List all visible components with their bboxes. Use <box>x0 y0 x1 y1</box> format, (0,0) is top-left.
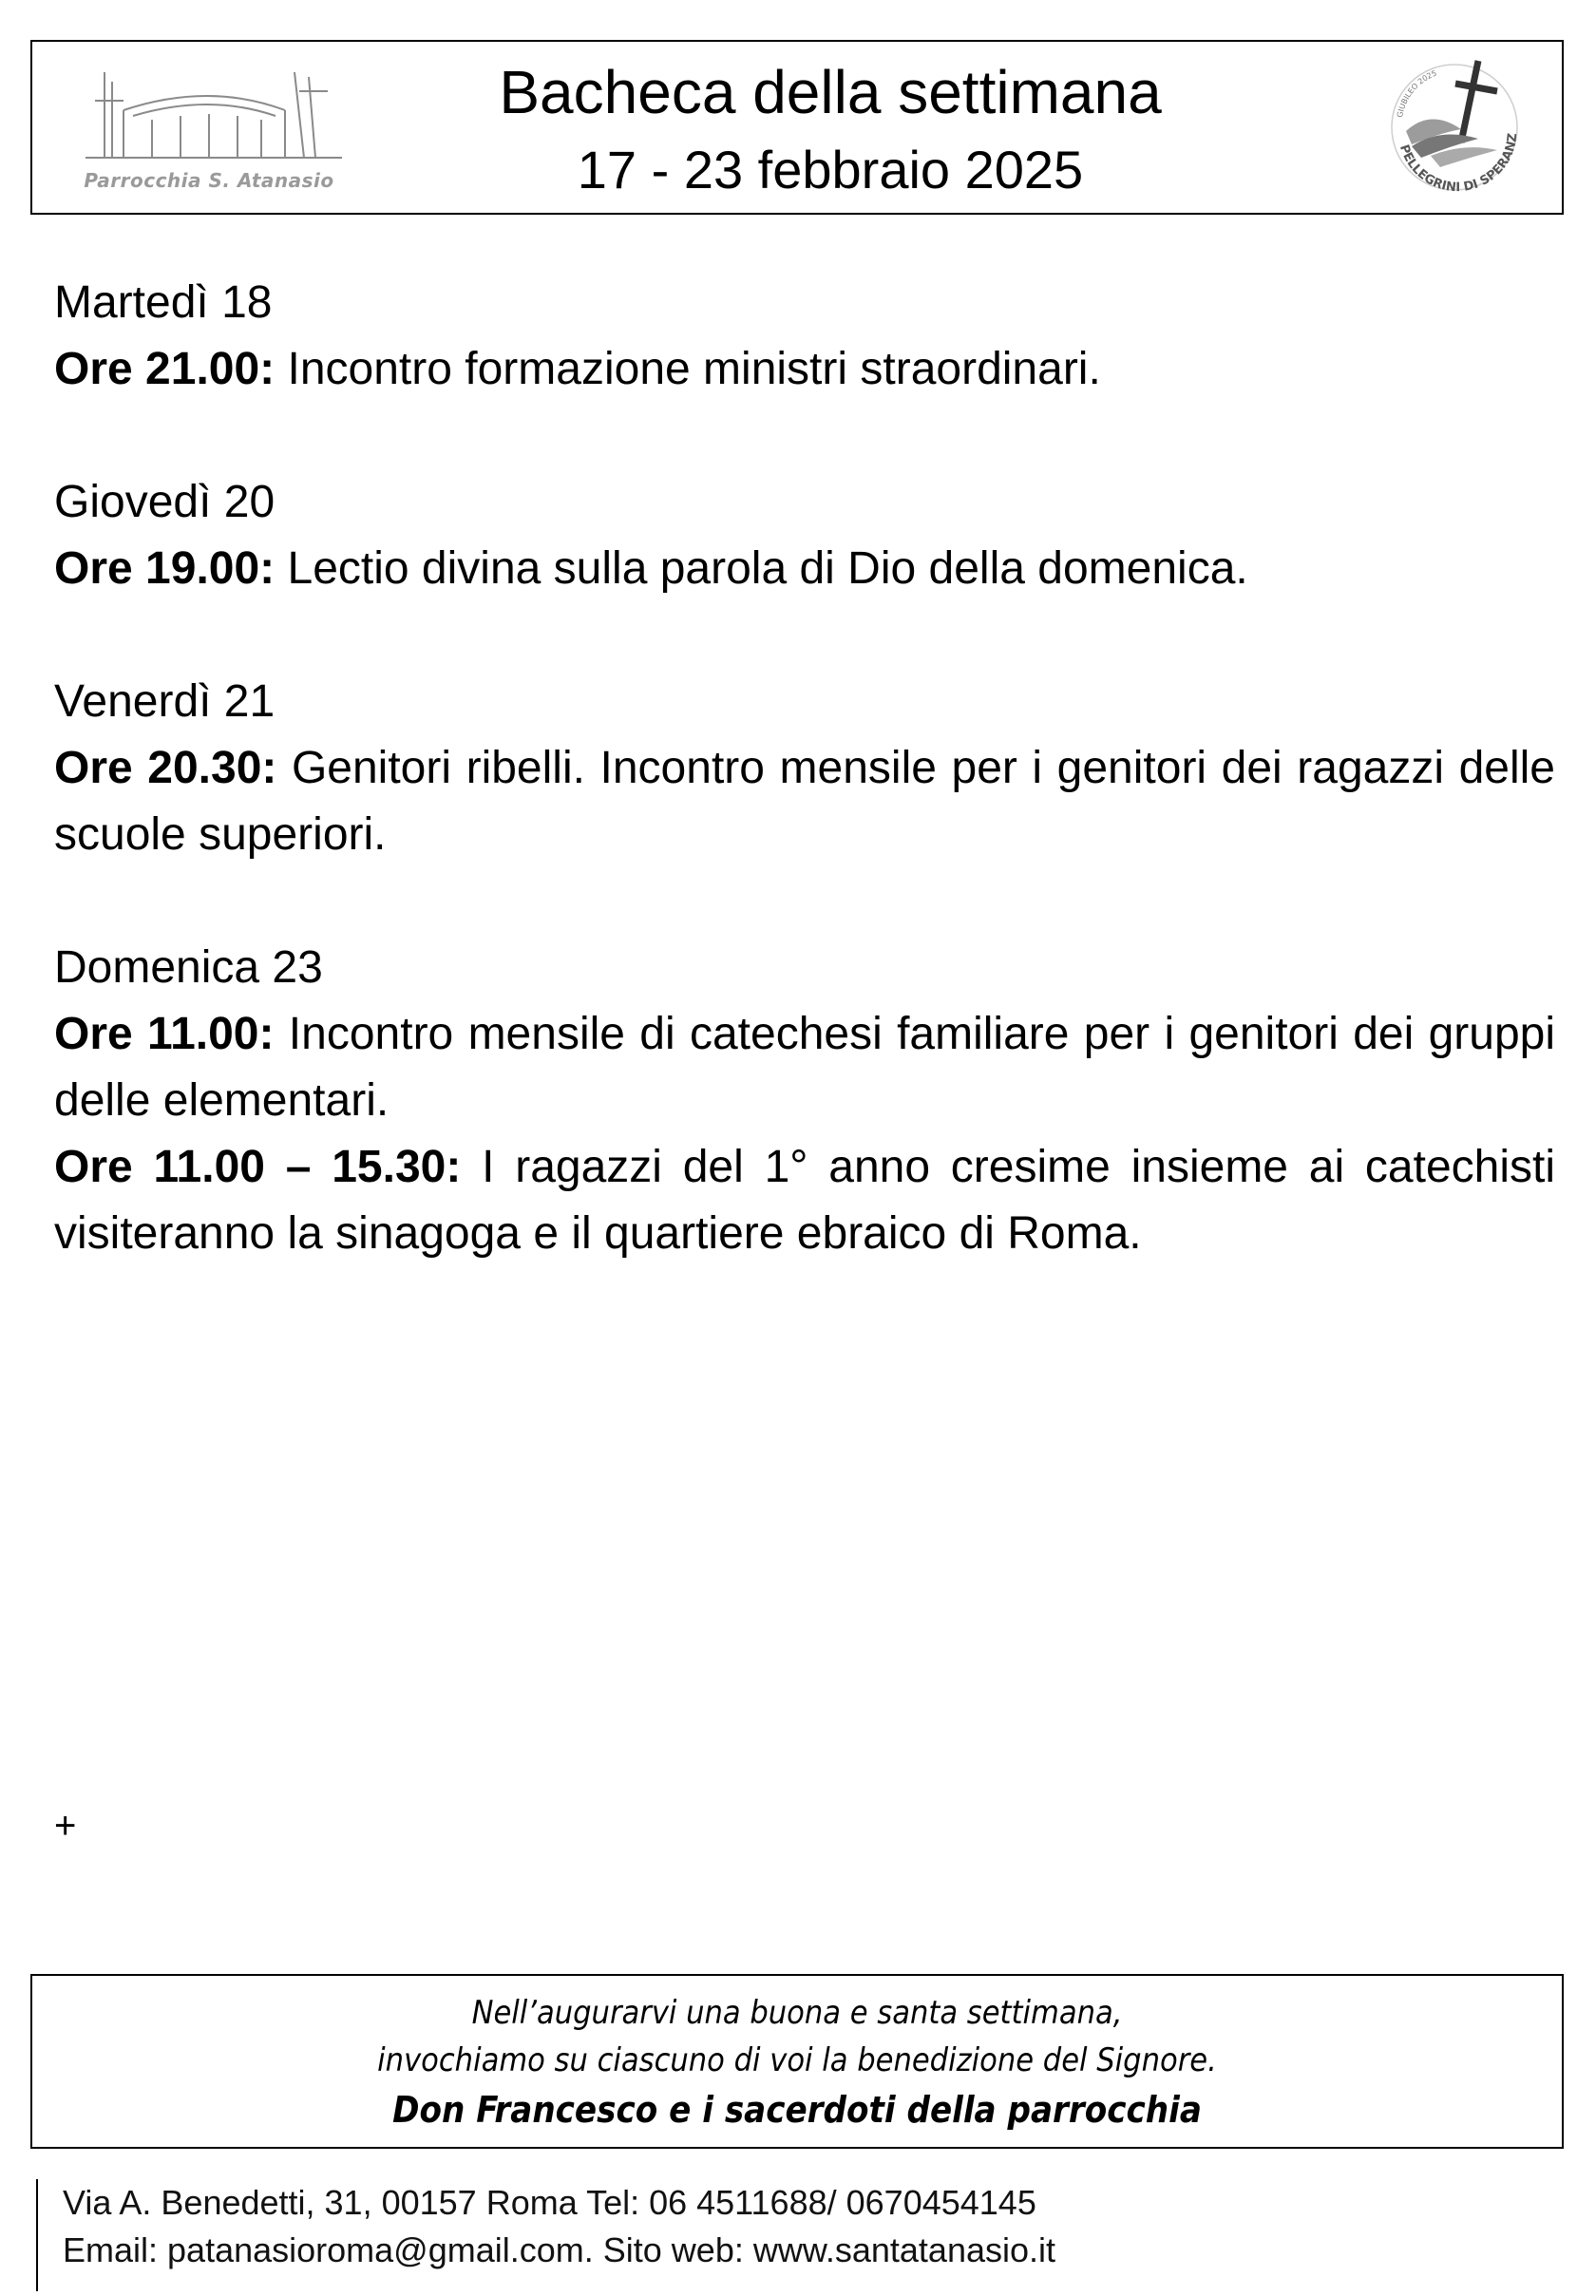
entry-text: Incontro mensile di catechesi familiare per i genitori dei gruppi delle elementari. <box>54 1009 1555 1126</box>
schedule-entry <box>54 1134 1555 1267</box>
entry-time: Ore 11.00 – 15.30: <box>54 1142 462 1192</box>
closing-box <box>30 1974 1564 2149</box>
closing-signature: Don Francesco e i sacerdoti della parrocchia <box>392 2089 1202 2131</box>
church-sketch-icon <box>66 53 352 167</box>
day-block-friday <box>54 669 1555 868</box>
address-line: Via A. Benedetti, 31, 00157 Roma Tel: 06 4511688/ 0670454145 <box>63 2183 1036 2222</box>
entry-time: Ore 20.30: <box>54 743 277 793</box>
day-title: Giovedì 20 <box>54 477 276 527</box>
jubilee-cross-icon <box>1374 51 1535 207</box>
day-block-thursday <box>54 469 1555 602</box>
entry-time: Ore 19.00: <box>54 543 276 594</box>
closing-line-2: invochiamo su ciascuno di voi la benedizione del Signore. <box>377 2041 1217 2079</box>
weekly-schedule <box>54 270 1555 1334</box>
jubilee-logo-small-text: GIUBILEO 2025 <box>1396 68 1438 119</box>
day-title: Domenica 23 <box>54 942 323 993</box>
entry-text: I ragazzi del 1° anno cresime insieme ai catechisti visiteranno la sinagoga e il quartiere ebraico di Roma. <box>54 1142 1556 1259</box>
entry-text: Incontro formazione ministri straordinari. <box>275 344 1101 394</box>
day-title: Martedì 18 <box>54 277 273 328</box>
entry-text: Lectio divina sulla parola di Dio della domenica. <box>275 543 1248 594</box>
jubilee-logo-text: PELLEGRINI DI SPERANZ <box>1396 132 1521 196</box>
contact-info <box>36 2179 1055 2291</box>
schedule-entry <box>54 1001 1555 1134</box>
page-title: Bacheca della settimana <box>499 58 1162 126</box>
schedule-entry <box>54 336 1555 403</box>
schedule-entry <box>54 536 1555 602</box>
email-line: Email: patanasioroma@gmail.com. Sito web: www.santatanasio.it <box>63 2230 1056 2269</box>
entry-text: Genitori ribelli. Incontro mensile per i genitori dei ragazzi delle scuole superiori. <box>54 743 1555 860</box>
closing-line-1: Nell’augurarvi una buona e santa settimana, <box>471 1994 1123 2032</box>
day-block-tuesday <box>54 270 1555 403</box>
entry-time: Ore 21.00: <box>54 344 276 394</box>
entry-time: Ore 11.00: <box>54 1009 275 1059</box>
date-range: 17 - 23 febbraio 2025 <box>577 140 1084 199</box>
header-box <box>30 40 1564 215</box>
plus-mark: + <box>54 1805 77 1847</box>
schedule-entry <box>54 735 1555 868</box>
day-title: Venerdì 21 <box>54 676 276 727</box>
parish-logo-text: Parrocchia S. Atanasio <box>84 169 334 192</box>
parish-logo <box>48 53 370 205</box>
day-block-sunday <box>54 935 1555 1267</box>
jubilee-logo <box>1374 51 1535 207</box>
